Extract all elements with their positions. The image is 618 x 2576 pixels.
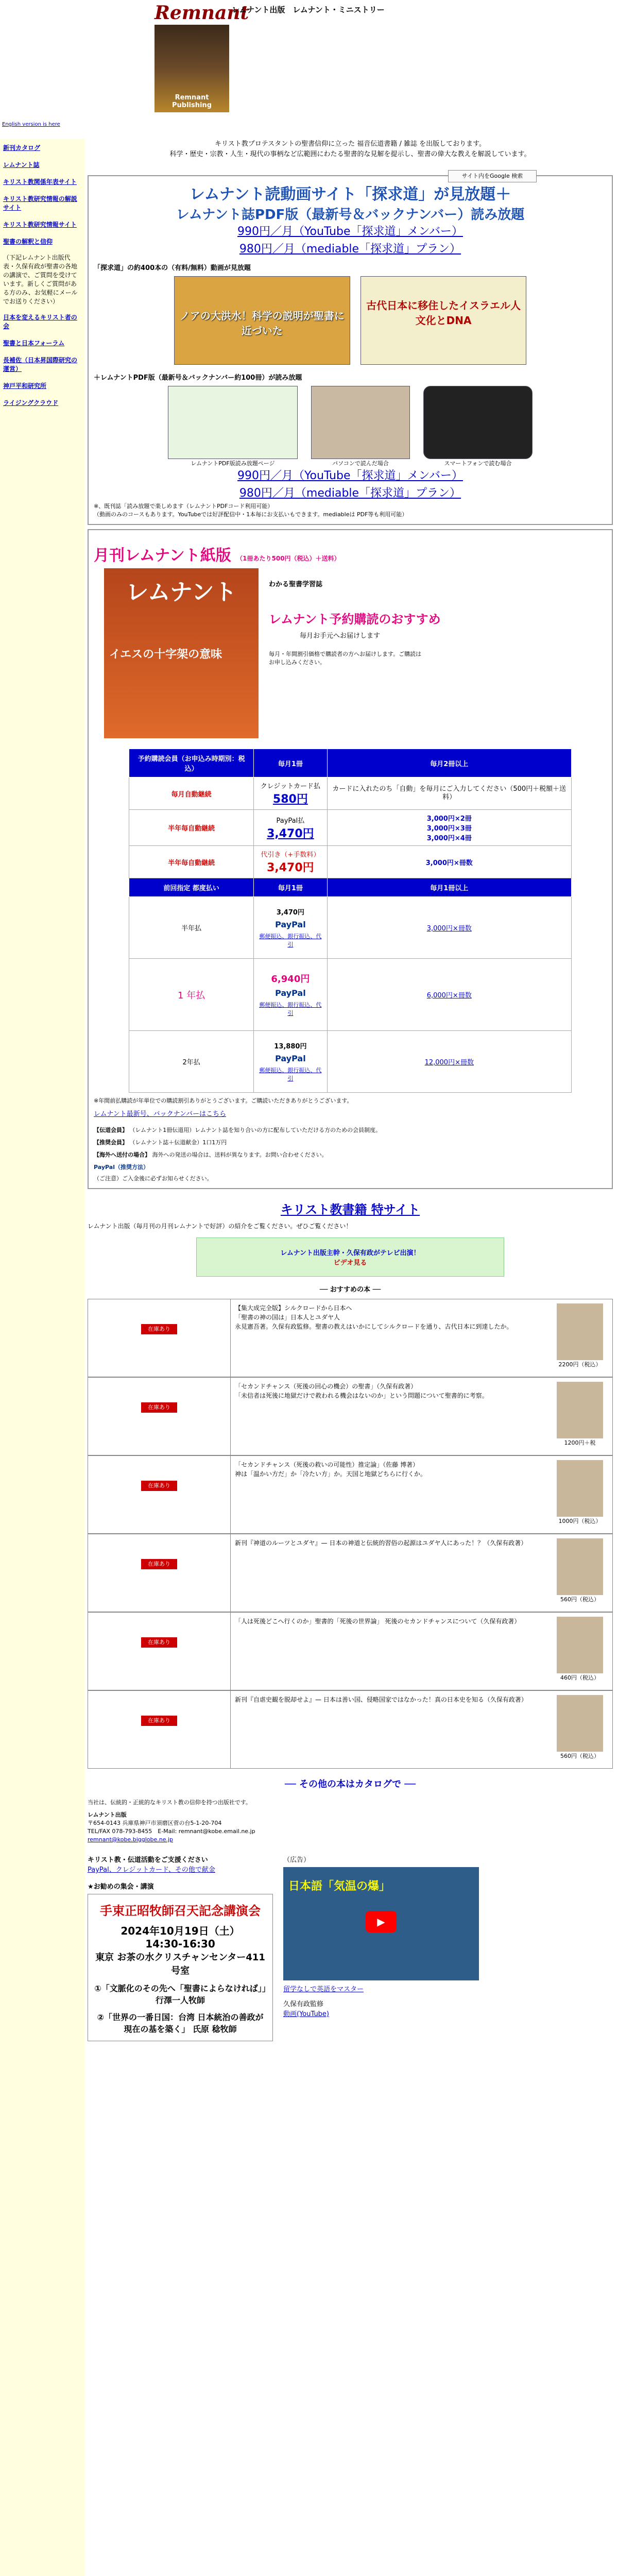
monthly-title-text: 月刊レムナント紙版 (94, 547, 231, 565)
pay-methods-link[interactable]: 郵便振込、銀行振込、代引 (259, 933, 322, 948)
sidebar-note: （下記レムナント出版代表・久保有政が聖書の各地の講演で、ご質問を受けています。新しくご質問がある方のみ、お気軽にメールでお送りください） (3, 254, 78, 305)
video-title-israel: 古代日本に移住したイスラエル人 文化とDNA (366, 299, 521, 327)
event-talk2: ②「世界の一番日国：台湾 日本統治の善政が現在の基を築く」 氏原 稔牧師 (97, 2012, 264, 2034)
sidebar-item-catalog[interactable]: 新刊カタログ (3, 144, 41, 151)
promo-headline1: レムナント読動画サイト「探求道」が見放題＋ (189, 185, 511, 204)
footer-email-link[interactable]: remnant@kobe.bigglobe.ne.jp (88, 1836, 174, 1843)
pricing-label: 1 年払 (129, 959, 254, 1031)
pdf-caption-phone: スマートフォンで読む場合 (444, 460, 512, 467)
book-cover[interactable] (547, 1456, 612, 1533)
orders-bottom-note: （ご注意）ご入金後に必ずお知らせください。 (94, 1175, 213, 1182)
book-price: 460円（税込） (560, 1674, 599, 1681)
book-cover-image (557, 1382, 603, 1438)
tv-banner-sub: ビデオ見る (333, 1259, 367, 1267)
pricing-row-halfyear (129, 810, 572, 846)
sidebar-item-research[interactable]: キリスト教研究情報サイト (3, 221, 77, 228)
book-description: 「セカンドチャンス（死後の救いの可能性）推定論」（佐藤 博著） 神は「温かい方だ」か「冷たい方」か。天国と地獄どちらに行くか。 (235, 1461, 427, 1478)
book-cover[interactable] (547, 1534, 612, 1612)
logo-sub: Remnant Publishing (171, 94, 212, 109)
book-item (88, 1612, 613, 1690)
pdf-caption-pc: パソコンで読んだ場合 (332, 460, 389, 467)
bottom-left (88, 1854, 273, 2041)
footer-line-0: 当社は、伝統的・正統的なキリスト教の信仰を持つ出版社です。 (88, 1799, 251, 1806)
book-stock[interactable] (88, 1299, 231, 1377)
footer-line-2: 〒654-0143 兵庫県神戸市須磨区菅の台5-1-20-704 (88, 1820, 222, 1826)
pricing-header-2: 毎月2冊以上 (327, 749, 571, 777)
bottom-area (88, 1854, 613, 2041)
monthly-panel (88, 529, 613, 1189)
book-description: 「人は死後どこへ行くのか」聖書的「死後の世界論」 死後のセカンドチャンスについて（久保有政著） (235, 1618, 521, 1625)
book-stock-label: 在庫あり (141, 1559, 177, 1569)
monthly-recommend-sub: 毎月お手元へお届けします (300, 632, 381, 640)
book-description: 新刊『神道のルーツとユダヤ』— 日本の神道と伝統的習俗の起源はユダヤ人にあった！？（久保有政著） (235, 1539, 527, 1547)
tv-banner[interactable] (196, 1238, 504, 1277)
book-item (88, 1534, 613, 1612)
order-p3: 海外への発送の場合は、送料が異なります。お問い合わせください。 (152, 1151, 328, 1158)
video-thumb-israel[interactable] (360, 276, 526, 365)
pricing-right[interactable]: 6,000円×冊数 (327, 959, 571, 1031)
pricing-note: ※年間前払購読が年単位での購読割引ありがとうございます。ご購読いただきありがとうございます。 (94, 1097, 353, 1104)
event-box[interactable] (88, 1894, 273, 2041)
book-price: 560円（税込） (560, 1753, 599, 1759)
monthly-recommend: レムナント予約購読のおすすめ (269, 612, 441, 626)
paypal-button[interactable]: PayPal (275, 988, 306, 998)
ad-youtube-link[interactable]: 動画(YouTube) (283, 2010, 330, 2018)
book-cover-image (557, 1538, 603, 1595)
order-p1: （レムナント1冊伝道用）レムナント誌を知り合いの方に配布していただける方のための会員制度。 (129, 1127, 382, 1133)
pricing-label: 毎月1冊 (254, 878, 327, 897)
pricing-amount: 3,470円 (276, 908, 304, 917)
price-youtube-link-2[interactable]: 990円／月（YouTube「探求道」メンバー） (237, 469, 463, 482)
promo-note2: （動画のみのコースもあります。YouTubeでは好評配信中・1本毎にお支払いもできます。mediableは PDF等も利用可能） (94, 511, 408, 518)
sidebar-item-peace[interactable]: 神戸平和研究所 (3, 382, 47, 389)
main-content (88, 139, 613, 2041)
book-stock-label: 在庫あり (141, 1716, 177, 1726)
sidebar-item-timeline[interactable]: キリスト教関係年表サイト (3, 178, 77, 185)
newbooks-desc: レムナント出版（毎月刊の月刊レムナントで好評）の紹介をご覧ください。ぜひご覧ください！ (88, 1223, 352, 1230)
pricing-label: 半年払 (129, 897, 254, 959)
pricing-right[interactable]: 3,000円×冊数 (327, 846, 571, 878)
orders-section (94, 1126, 607, 1183)
pricing-price-link[interactable]: 3,470円 (267, 827, 314, 840)
pricing-label: 前回指定 都度払い (129, 878, 254, 897)
event-time: 14:30-16:30 (145, 1938, 215, 1950)
cover-title: レムナント (126, 579, 237, 605)
book-price: 560円（税込） (560, 1596, 599, 1603)
newbooks-section (88, 1199, 613, 1790)
promo-headline2: レムナント誌PDF版（最新号＆バックナンバー）読み放題 (176, 207, 525, 223)
backnumber-link[interactable]: レムナント最新号、バックナンバーはこちら (94, 1110, 227, 1118)
sidebar-item-remnant[interactable]: レムナント誌 (3, 161, 40, 168)
monthly-desc: 毎月・年間割引価格で購読者の方へお届けします。ご購読はお申し込みください。 (269, 651, 422, 666)
book-item (88, 1299, 613, 1377)
ad-book: 久保有政監修 (283, 2001, 324, 2008)
book-cover-image (557, 1303, 603, 1360)
tv-banner-text: レムナント出版主幹・久保有政がテレビ出演！ (280, 1249, 420, 1257)
book-price: 1200円＋税 (564, 1439, 596, 1446)
ad-video[interactable] (283, 1867, 479, 1980)
pricing-label: 毎月自動継続 (129, 777, 254, 810)
video-thumbs (94, 276, 607, 365)
pricing-cell (254, 897, 327, 959)
book-cover[interactable] (547, 1691, 612, 1768)
logo-word: Remnant (154, 2, 249, 24)
monthly-title-sub: （1冊あたり500円（税込）＋送料） (236, 555, 340, 562)
pricing-price-link[interactable]: 580円 (272, 793, 308, 806)
pdf-screens (94, 386, 607, 467)
ad-label: （広告） (283, 1856, 311, 1864)
monthly-body (94, 568, 607, 738)
price-mediable-link[interactable]: 980円／月（mediable「探求道」プラン） (239, 243, 461, 256)
video-title-flood: ノアの大洪水！科学の説明が聖書に近づいた (179, 310, 345, 337)
order-p2: （レムナント誌＋伝道献金）1口1万円 (129, 1139, 227, 1146)
pricing-right[interactable]: 12,000円×冊数 (327, 1031, 571, 1093)
book-cover[interactable] (547, 1613, 612, 1690)
intro-line1: キリスト教プロテスタントの聖書信仰に立った 福音伝道書籍 / 雑誌 を出版しております。 (214, 140, 486, 148)
ad-video-title: 日本語「気温の爆」 (288, 1880, 391, 1893)
pricing-cell (254, 846, 327, 878)
sidebar-item-rising-cloud[interactable]: ライジングクラウド (3, 399, 59, 406)
promo-note: ※、既刊誌「読み放題で楽しめます（レムナントPDFコード利用可能） (94, 503, 273, 510)
order-h2: 【推奨会員】 (94, 1139, 128, 1146)
book-stock-label: 在庫あり (141, 1402, 177, 1413)
promo-panel (88, 175, 613, 525)
pricing-method: クレジットカード払 (260, 783, 321, 790)
cover-headline: イエスの十字架の意味 (109, 648, 222, 661)
book-stock[interactable] (88, 1691, 231, 1768)
pdf-screen-page (166, 386, 300, 467)
pricing-cell (254, 959, 327, 1031)
book-list (88, 1299, 613, 1769)
pdf-title: ＋レムナントPDF版（最新号＆バックナンバー約100冊）が読み放題 (94, 374, 302, 382)
pricing-label: 半年毎自動継続 (129, 846, 254, 878)
support-link[interactable]: PayPal、クレジットカード、その他で献金 (88, 1866, 215, 1874)
pricing-row-half (129, 897, 572, 959)
book-cover-image (557, 1617, 603, 1673)
book-stock-label: 在庫あり (141, 1481, 177, 1491)
pricing-cell (254, 1031, 327, 1093)
monthly-cover[interactable] (104, 568, 259, 738)
book-cover-image (557, 1460, 603, 1517)
footer-line-1: レムナント出版 (88, 1811, 127, 1818)
pricing-label: 毎月1冊以上 (327, 878, 571, 897)
intro (88, 139, 613, 160)
sidebar-item-forum[interactable]: 聖書と日本フォーラム (3, 340, 65, 347)
book-description: 【集大成完全版】シルクロードから日本へ 「聖書の神の国は」日本人とユダヤ人 永見憲吾著。久保有政監修。聖書の教えはいかにしてシルクロードを通り、古代日本に到達したか。 (235, 1304, 513, 1330)
pricing-row-year1 (129, 959, 572, 1031)
logo-banner-image (154, 25, 229, 112)
intro-line2: 科学・歴史・宗教・人生・現代の事柄など広範囲にわたる聖書的な見解を提示し、聖書の偉大な教えを解説しています。 (169, 150, 531, 158)
pricing-label: 2年払 (129, 1031, 254, 1093)
pdf-caption-page: レムナントPDF版読み放題ページ (191, 460, 275, 467)
price-mediable-link-2[interactable]: 980円／月（mediable「探求道」プラン） (239, 487, 461, 500)
event-date: 2024年10月19日（土） (121, 1925, 240, 1937)
book-stock-label: 在庫あり (141, 1324, 177, 1334)
pricing-cell (254, 777, 327, 810)
pricing-label: 半年毎自動継続 (129, 810, 254, 846)
price-youtube-link[interactable]: 990円／月（YouTube「探求道」メンバー） (237, 225, 463, 238)
book-stock[interactable] (88, 1456, 231, 1533)
site-name: レムナント出版 レムナント・ミニストリー (232, 5, 385, 14)
sidebar-item-assistant[interactable]: 長補佐（日本昇国際研究の運営） (3, 357, 78, 372)
pricing-header-1: 毎月1冊 (254, 749, 327, 777)
sidebar-item-research-guide[interactable]: キリスト教研究情報の解説サイト (3, 195, 77, 211)
pricing-method: 代引き（+手数料） (261, 851, 320, 859)
pricing-cell (254, 810, 327, 846)
pricing-right: カードに入れたのち「自動」を毎月にご入力してください（500円＋税額＋送料） (327, 777, 571, 810)
book-description: 「セカンドチャンス（死後の回心の機会）の聖書」（久保有政著） 「未信者は死後に地獄だけで救われる機会はないのか」という問題について聖書的に考察。 (235, 1383, 488, 1399)
book-stock[interactable] (88, 1613, 231, 1690)
catalog-link[interactable]: ── その他の本はカタログで ── (285, 1779, 416, 1790)
book-stock-label: 在庫あり (141, 1637, 177, 1648)
book-price: 2200円（税込） (558, 1361, 602, 1368)
play-icon[interactable]: ▶ (366, 1911, 397, 1933)
book-description: 新刊『自虐史観を脱却せよ』— 日本は善い国、侵略国家ではなかった！真の日本史を知る（久保有政著） (235, 1696, 527, 1703)
book-price: 1000円（税込） (558, 1518, 602, 1524)
support-heading: キリスト教・伝道活動をご支援ください (88, 1856, 208, 1864)
pdf-screen-phone (421, 386, 535, 467)
pay-methods-link[interactable]: 郵便振込、銀行振込、代引 (259, 1066, 322, 1082)
pricing-right[interactable]: 3,000円×冊数 (327, 897, 571, 959)
book-item (88, 1690, 613, 1769)
paypal-button[interactable]: PayPal (275, 919, 306, 929)
newbooks-title[interactable]: キリスト教書籍 特サイト (280, 1202, 420, 1217)
event-title: 手束正昭牧師召天記念講演会 (100, 1904, 261, 1918)
paypal-button[interactable]: PayPal (275, 1053, 306, 1063)
sidebar-item-faith[interactable]: 聖書の解釈と信仰 (3, 238, 53, 245)
book-stock[interactable] (88, 1378, 231, 1455)
monthly-info (269, 568, 607, 738)
book-stock[interactable] (88, 1534, 231, 1612)
footer-line-3: TEL/FAX 078-793-8455 E-Mail: remnant@kobe.email.ne.jp (88, 1828, 255, 1835)
orders-paypal-button[interactable]: PayPal（推奨方法） (94, 1164, 149, 1171)
promo-sub: 「探求道」の約400本の（有料/無料）動画が見放題 (94, 264, 251, 272)
pricing-method: PayPal払 (276, 817, 305, 825)
pdf-pc-image (311, 386, 410, 459)
pricing-row-monthly (129, 777, 572, 810)
video-thumb-flood[interactable] (174, 276, 350, 365)
pricing-right[interactable]: 3,000円×2冊 3,000円×3冊 3,000円×4冊 (327, 810, 571, 846)
sidebar-item-change-japan[interactable]: 日本を変えるキリスト者の会 (3, 314, 77, 330)
book-item (88, 1455, 613, 1534)
site-header (154, 0, 489, 113)
footer (88, 1799, 613, 1844)
pricing-amount: 6,940円 (271, 974, 310, 985)
pdf-phone-image (423, 386, 533, 459)
pricing-header-row (129, 749, 572, 777)
book-item (88, 1377, 613, 1455)
pdf-screen-pc (309, 386, 412, 467)
book-cover[interactable] (547, 1378, 612, 1455)
pay-methods-link[interactable]: 郵便振込、銀行振込、代引 (259, 1002, 322, 1016)
pricing-row-cod (129, 846, 572, 878)
recommend-title: ── おすすめの本 ── (319, 1286, 381, 1294)
pdf-page-image (168, 386, 298, 459)
pricing-table (129, 749, 572, 1093)
monthly-title (94, 543, 607, 565)
google-search-input[interactable]: サイト内をGoogle 検索 (448, 170, 537, 182)
english-link[interactable]: English version is here (2, 122, 60, 127)
event-talk1: ①「文脈化のその先へ「聖書によらなければ」」行澤一人牧師 (94, 1984, 266, 2005)
sidebar (0, 139, 85, 2576)
pricing-header-0: 予約購読会員（お申込み時期別：税込） (129, 749, 254, 777)
pricing-row-year2 (129, 1031, 572, 1093)
event-place: 東京 お茶の水クリスチャンセンター411号室 (95, 1952, 265, 1976)
monthly-heading: わかる聖書学習誌 (269, 581, 323, 588)
order-h3: 【海外へ送付の場合】 (94, 1151, 150, 1158)
book-cover-image (557, 1695, 603, 1752)
pricing-amount: 13,880円 (274, 1042, 307, 1050)
event-label: ★お勧めの集会・講演 (88, 1883, 154, 1891)
book-cover[interactable] (547, 1299, 612, 1377)
pricing-row-prepay-header (129, 878, 572, 897)
bottom-right (283, 1854, 613, 2041)
pricing-price: 3,470円 (267, 861, 314, 874)
order-h1: 【伝道会員】 (94, 1127, 128, 1133)
ad-caption[interactable]: 留学なしで英語をマスター (283, 1986, 364, 1993)
